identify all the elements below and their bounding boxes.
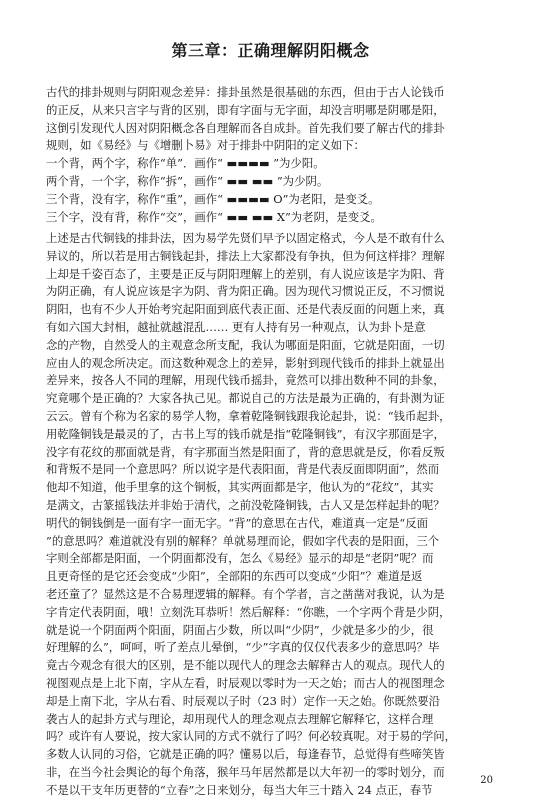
text-line: 上却是千姿百态了，主要是正反与阴阳理解上的差别，有人说应该是字为阳、背 [46, 266, 445, 281]
text-line: 这倒引发现代人因对阴阳概念各自理解而各自成卦。首先我们要了解古代的排卦 [46, 120, 445, 135]
text-line: 是满文，古篆摇钱法并非始于清代，之前没乾隆铜钱，古人又是怎样起卦的呢？ [46, 497, 445, 512]
paragraph-discussion [46, 230, 496, 800]
text-line: 视图观点是上北下南，字从左看，时辰观以零时为一天之始；而古人的视图理念 [46, 675, 445, 690]
text-line: 他却不知道，他手里拿的这个铜板，其实两面都是字，他认为的“花纹”，其实 [46, 480, 434, 495]
text-line: 差异来，按各人不同的理解，用现代钱币摇卦，竟然可以排出数种不同的卦象， [46, 373, 445, 388]
text-line: 上述是古代铜钱的排卦法，因为易学先贤们早予以固定格式，今人是不敢有什么 [46, 231, 445, 245]
text-line: 究竟哪个是正确的？大家各执己见。都说自己的方法是最为正确的，有卦测为证 [46, 391, 445, 406]
text-line: 不是以干支年历更替的“立春”之日来划分，每当大年三十踏入 24 点正，春节 [46, 782, 433, 797]
text-line: 云云。曾有个称为名家的易学人物，拿着乾隆铜钱跟我论起卦，说：“钱币起卦， [46, 408, 451, 423]
text-line: 且更奇怪的是它还会变成“少阳”，全部阳的东西可以变成“少阳”？难道是返 [46, 569, 423, 584]
definition-line-split: 两个背，一个字，称作“拆”，画作“ ▬▬ ▬▬ ”为少阴。 [46, 173, 329, 188]
text-line: 明代的铜钱倒是一面有字一面无字。“背”的意思在古代，难道真一定是“反面 [46, 515, 428, 530]
text-line: 的正反，从来只言字与背的区别，即有字面与无字面，却没言明哪是阴哪是阳， [46, 102, 445, 117]
text-line: 古代的排卦规则与阴阳观念差异：排卦虽然是很基础的东西，但由于古人论钱币 [46, 85, 445, 99]
text-line: 非，在当今社会舆论的每个角落，猴年马年居然都是以大年初一的零时划分，而 [46, 764, 445, 779]
text-line: 字则全部都是阳面，一个阴面都没有，怎么《易经》显示的却是“老阴”呢？而 [46, 551, 434, 566]
text-line: 竟古今观念有很大的区别，是不能以现代人的理念去解释古人的观点。现代人的 [46, 658, 445, 673]
text-line: 没字有花纹的那面就是背，有字那面当然是阳面了，背的意思就是反，你看反叛 [46, 444, 445, 459]
text-line: 应由人的观念所决定。而这数种观念上的差异，影射到现代钱币的排卦上就显出 [46, 355, 445, 370]
definition-line-heavy: 三个背，没有字，称作“重”，画作“ ▬▬▬▬ O”为老阳，是变爻。 [46, 191, 380, 206]
definition-line-cross: 三个字，没有背，称作“交”，画作“ ▬▬ ▬▬ X”为老阴，是变爻。 [46, 209, 382, 224]
page-number: 20 [480, 775, 493, 786]
text-line: 多数人认同的习俗，它就是正确的吗？懂易以后，每逢春节，总觉得有些啼笑皆 [46, 747, 445, 762]
text-line: 异议的，所以若是用古铜钱起卦，排法上大家都没有争执，但为何这样排？理解 [46, 248, 445, 263]
text-line: 为阴正确，有人说应该是字为阴、背为阳正确。因为现代习惯说正反，不习惯说 [46, 284, 445, 299]
text-line: 字肯定代表阴面，哦！立刻洗耳恭听！然后解释：“你瞧，一个字两个背是少阴， [46, 604, 451, 619]
chapter-title: 第三章：正确理解阴阳概念 [171, 41, 370, 60]
text-line: 却是上南下北，字从右看、时辰观以子时（23 时）定作一天之始。你既然要沿 [46, 693, 441, 708]
paragraph-definitions [46, 84, 496, 226]
text-line: ”的意思吗？难道就没有别的解释？单就易理而论，假如字代表的是阳面，三个 [46, 533, 440, 548]
definition-line-single: 一个背，两个字，称作“单”．画作“ ▬▬▬▬ ”为少阳。 [46, 156, 325, 171]
text-line: 袭古人的起卦方式与理论，却用现代人的理念观点去理解它解释它，这样合理 [46, 711, 434, 726]
text-line: 规则，如《易经》与《增删卜易》对于排卦中阴阳的定义如下： [46, 138, 365, 153]
text-line: 好理解的么”，呵呵，听了差点儿晕倒，“少”字真的仅仅代表多少的意思吗？毕 [46, 640, 440, 655]
text-line: 阴阳，也有不少人开始考究起阳面到底代表正面、还是代表反面的问题上来，真 [46, 302, 445, 317]
text-line: 吗？或许有人要说，按大家认同的方式不就行了吗？何必较真呢。对于易的学问， [46, 729, 457, 744]
text-line: 就是说一个阴面两个阳面，阴面占少数，所以叫“少阴”，少就是多少的少，很 [46, 622, 434, 637]
text-line: 和背叛不是同一个意思吗？所以说字是代表阳面，背是代表反面即阴面”，然而 [46, 462, 440, 477]
text-line: 有如六国大封相，越扯就越混乱…… 更有人持有另一种观点，认为卦卜是意 [46, 319, 426, 334]
text-line: 用乾隆铜钱是最灵的了，古书上写的钱币就是指“乾隆铜钱”，有汉字那面是字， [46, 426, 445, 441]
text-line: 老还童了？显然这是不合易理逻辑的解释。有个学者，言之凿凿对我说，认为是 [46, 586, 445, 601]
text-line: 念的产物，自然受人的主观意念所支配，我认为哪面是阳面，它就是阳面，一切 [46, 337, 445, 352]
